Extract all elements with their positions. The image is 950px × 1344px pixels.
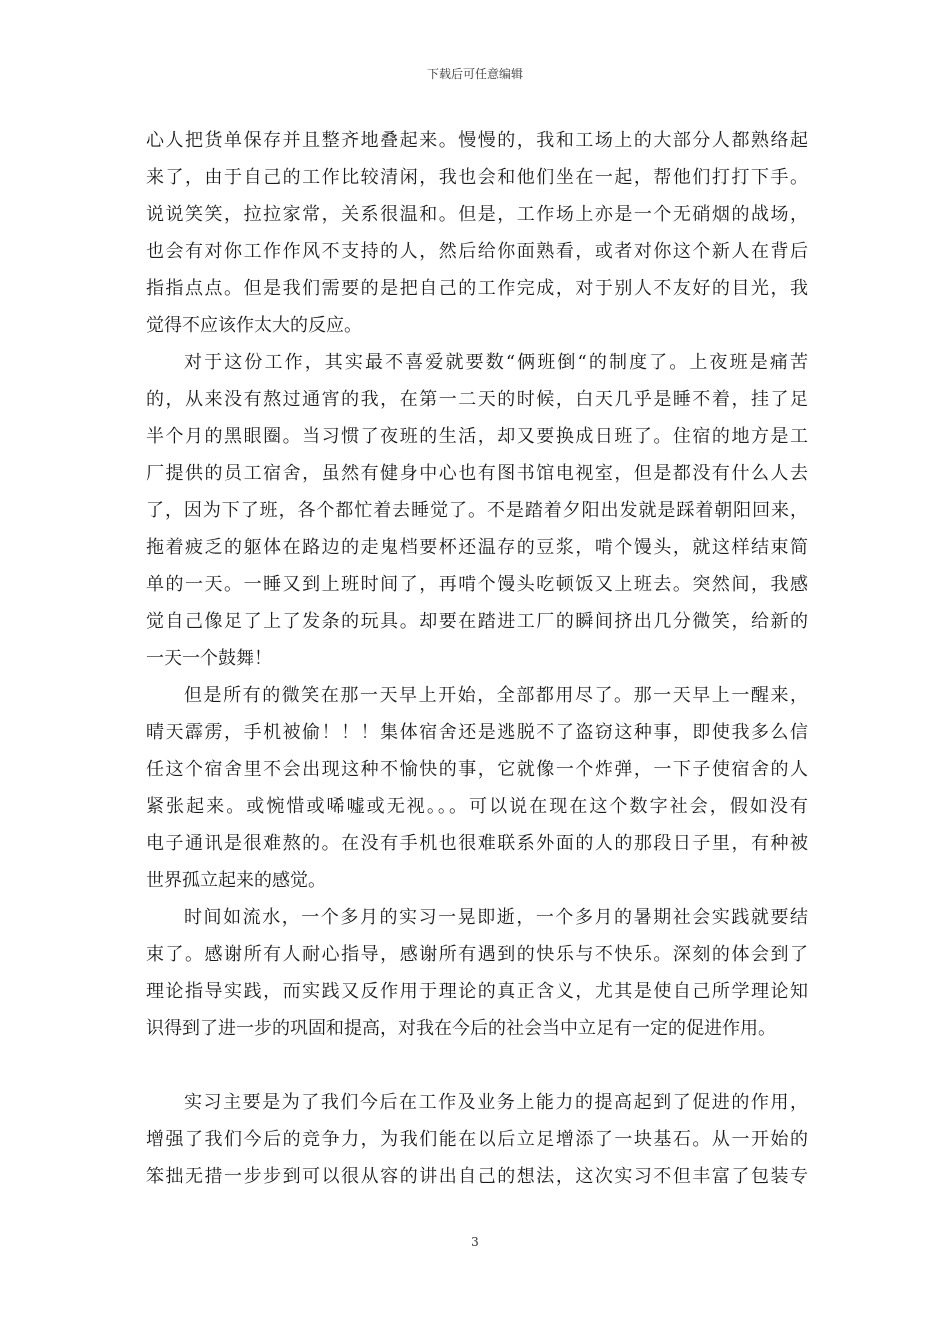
text-line: 一天一个鼓舞！ — [146, 648, 272, 669]
text-line: 指指点点。但是我们需要的是把自己的工作完成，对于别人不友好的目光，我 — [146, 278, 808, 299]
text-line: 觉得不应该作太大的反应。 — [146, 315, 362, 336]
text-line: 说说笑笑，拉拉家常，关系很温和。但是，工作场上亦是一个无硝烟的战场， — [146, 204, 808, 225]
text-line: 心人把货单保存并且整齐地叠起来。慢慢的，我和工场上的大部分人都熟络起 — [146, 130, 808, 151]
page-header: 下载后可任意编辑 — [426, 67, 523, 81]
text-line: 世界孤立起来的感觉。 — [146, 870, 326, 891]
paragraph-continuation — [146, 122, 808, 344]
paragraph-internship-purpose — [146, 1084, 808, 1195]
paragraph-phone-stolen — [146, 677, 808, 899]
text-line: 晴天霹雳，手机被偷！！！集体宿舍还是逃脱不了盗窃这种事，即使我多么信 — [146, 722, 808, 743]
text-line: 但是所有的微笑在那一天早上开始，全部都用尽了。那一天早上一醒来， — [184, 685, 808, 706]
text-line: 觉自己像足了上了发条的玩具。却要在踏进工厂的瞬间挤出几分微笑，给新的 — [146, 611, 808, 632]
text-line: 束了。感谢所有人耐心指导，感谢所有遇到的快乐与不快乐。深刻的体会到了 — [146, 944, 808, 965]
text-line: 理论指导实践，而实践又反作用于理论的真正含义，尤其是使自己所学理论知 — [146, 981, 808, 1002]
text-line: 单的一天。一睡又到上班时间了，再啃个馒头吃顿饭又上班去。突然间，我感 — [146, 574, 808, 595]
document-body — [146, 122, 808, 1195]
text-line: 时间如流水，一个多月的实习一晃即逝，一个多月的暑期社会实践就要结 — [184, 907, 808, 928]
text-line: 任这个宿舍里不会出现这种不愉快的事，它就像一个炸弹，一下子使宿舍的人 — [146, 759, 808, 780]
text-line: 电子通讯是很难熬的。在没有手机也很难联系外面的人的那段日子里，有种被 — [146, 833, 808, 854]
text-line: 笨拙无措一步步到可以很从容的讲出自己的想法，这次实习不但丰富了包装专 — [146, 1166, 808, 1187]
text-line: 也会有对你工作作风不支持的人，然后给你面熟看，或者对你这个新人在背后 — [146, 241, 808, 262]
text-line: 来了，由于自己的工作比较清闲，我也会和他们坐在一起，帮他们打打下手。 — [146, 167, 808, 188]
text-line: 厂提供的员工宿舍，虽然有健身中心也有图书馆电视室，但是都没有什么人去 — [146, 463, 808, 484]
page-number: 3 — [471, 1235, 479, 1249]
paragraph-night-shift — [146, 344, 808, 677]
text-line: 拖着疲乏的躯体在路边的走鬼档要杯还温存的豆浆，啃个馒头，就这样结束简 — [146, 537, 808, 558]
paragraph-gap — [146, 1047, 808, 1084]
text-line: 半个月的黑眼圈。当习惯了夜班的生活，却又要换成日班了。住宿的地方是工 — [146, 426, 808, 447]
text-line: 实习主要是为了我们今后在工作及业务上能力的提高起到了促进的作用， — [184, 1092, 808, 1113]
paragraph-conclusion — [146, 899, 808, 1047]
text-line: 识得到了进一步的巩固和提高，对我在今后的社会当中立足有一定的促进作用。 — [146, 1018, 776, 1039]
text-line: 了，因为下了班，各个都忙着去睡觉了。不是踏着夕阳出发就是踩着朝阳回来， — [146, 500, 808, 521]
text-line: 增强了我们今后的竞争力，为我们能在以后立足增添了一块基石。从一开始的 — [146, 1129, 808, 1150]
text-line: 对于这份工作，其实最不喜爱就要数“俩班倒“的制度了。上夜班是痛苦 — [184, 352, 808, 373]
text-line: 的，从来没有熬过通宵的我，在第一二天的时候，白天几乎是睡不着，挂了足 — [146, 389, 808, 410]
text-line: 紧张起来。或惋惜或唏嘘或无视。。。可以说在现在这个数字社会，假如没有 — [146, 796, 808, 817]
